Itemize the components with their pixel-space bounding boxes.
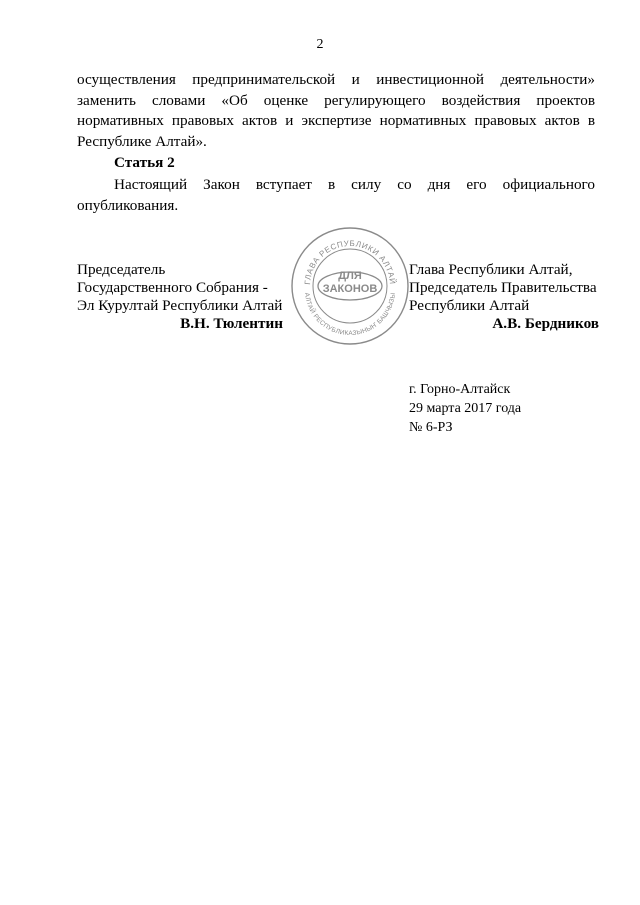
signature-title-line: Эл Курултай Республики Алтай — [77, 297, 283, 314]
stamp-center-line2: ЗАКОНОВ — [322, 283, 378, 295]
signatory-name: А.В. Бердников — [492, 315, 599, 332]
intro-line: нормативных правовых актов и экспертизе нормативных правовых актов в — [77, 112, 595, 129]
signature-title-line: Глава Республики Алтай, — [409, 261, 573, 278]
signature-title-line: Республики Алтай — [409, 297, 530, 314]
place: г. Горно-Алтайск — [409, 382, 511, 397]
signatory-name: В.Н. Тюлентин — [180, 315, 283, 332]
intro-line: Республике Алтай». — [77, 132, 207, 150]
stamp-lower-text: АЛТАЙ РЕСПУБЛИКАЗЫНЫҤ БАШЧЫЗЫ — [303, 292, 397, 338]
signature-block-chairman — [77, 261, 283, 333]
intro-paragraph — [77, 70, 595, 152]
article-line: Настоящий Закон вступает в силу со дня его официального — [114, 176, 595, 193]
signature-title-line: Председатель — [77, 261, 166, 278]
stamp-center-line1: ДЛЯ — [338, 270, 362, 282]
date: 29 марта 2017 года — [409, 401, 522, 416]
article-body — [77, 175, 595, 216]
intro-line: осуществления предпринимательской и инвестиционной деятельности» — [77, 71, 595, 88]
signature-title-line: Государственного Собрания - — [77, 279, 268, 296]
page-number: 2 — [316, 37, 324, 52]
signature-title-line: Председатель Правительства — [409, 279, 597, 296]
signature-block-head — [409, 261, 599, 333]
article-heading: Статья 2 — [114, 154, 175, 171]
official-seal-stamp — [288, 224, 412, 348]
stamp-upper-text: ГЛАВА РЕСПУБЛИКИ АЛТАЙ — [302, 238, 398, 286]
law-number: № 6-РЗ — [409, 420, 453, 435]
place-date-block — [409, 380, 521, 437]
intro-line: заменить словами «Об оценке регулирующего воздействия проектов — [77, 91, 595, 109]
article-line: опубликования. — [77, 196, 179, 214]
